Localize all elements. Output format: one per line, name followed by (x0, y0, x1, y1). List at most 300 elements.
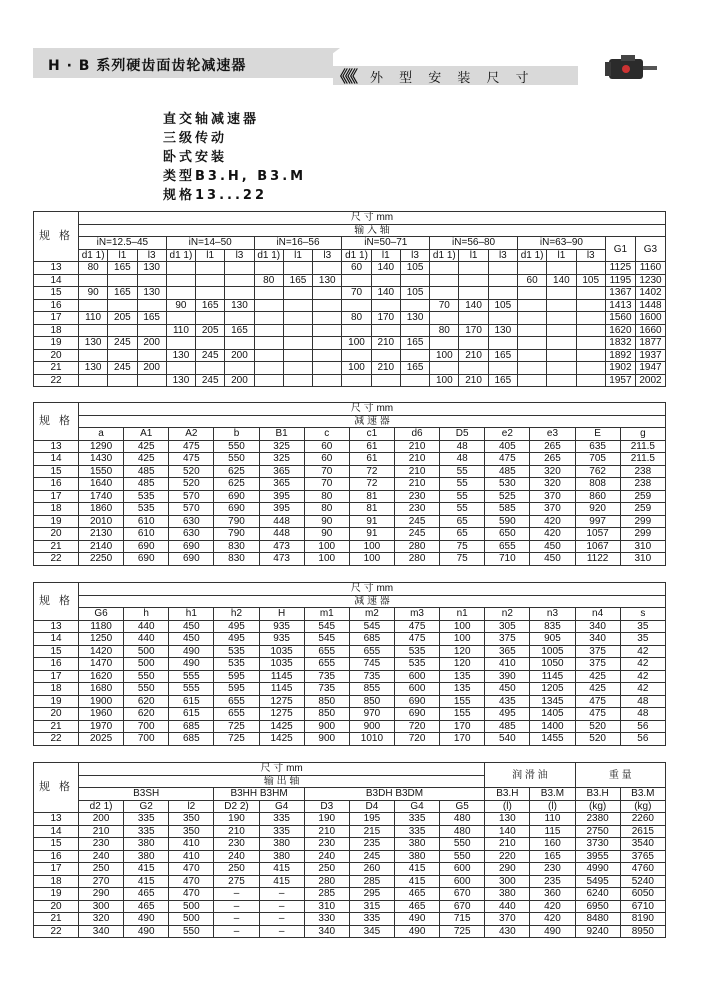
table-cell: 238 (620, 465, 665, 478)
table-cell: 130 (400, 312, 429, 325)
table-cell (225, 362, 254, 375)
table-cell: 305 (485, 620, 530, 633)
table-cell: 299 (620, 528, 665, 541)
table-row (34, 287, 666, 300)
table-cell: 130 (79, 337, 108, 350)
column-header: s (620, 608, 665, 621)
table-cell (283, 312, 312, 325)
table-cell: 440 (124, 633, 169, 646)
table-cell: 195 (349, 813, 394, 826)
table-cell: 238 (620, 478, 665, 491)
table-cell: 135 (440, 683, 485, 696)
table-cell: 48 (620, 695, 665, 708)
table-cell: 8480 (575, 913, 620, 926)
table-cell (254, 262, 283, 275)
table-cell: 470 (169, 875, 214, 888)
table-cell (137, 324, 166, 337)
size-cell: 19 (34, 515, 79, 528)
column-header: G6 (79, 608, 124, 621)
table-cell: 610 (124, 528, 169, 541)
table-cell (79, 299, 108, 312)
table-cell: 555 (169, 670, 214, 683)
size-cell: 16 (34, 850, 79, 863)
table-cell: 210 (371, 362, 400, 375)
table-cell: 1050 (530, 658, 575, 671)
table-cell: 655 (214, 695, 259, 708)
table-row (34, 838, 666, 851)
table-cell: 61 (349, 453, 394, 466)
table-cell (254, 299, 283, 312)
table-cell: 299 (620, 515, 665, 528)
column-header: m1 (304, 608, 349, 621)
table-cell: 790 (214, 515, 259, 528)
table-cell: 285 (349, 875, 394, 888)
size-cell: 13 (34, 620, 79, 633)
table-cell: 735 (349, 670, 394, 683)
table-cell: 1600 (635, 312, 665, 325)
table-cell (137, 274, 166, 287)
size-cell: 20 (34, 900, 79, 913)
table-cell: 210 (394, 453, 439, 466)
table-cell: 61 (349, 440, 394, 453)
table-cell: 1405 (530, 708, 575, 721)
table-cell: 2010 (79, 515, 124, 528)
table-cell (166, 274, 195, 287)
table-cell: 610 (124, 515, 169, 528)
table-cell: 155 (440, 695, 485, 708)
table-cell: 1230 (635, 274, 665, 287)
table-cell (576, 262, 605, 275)
table-row (34, 515, 666, 528)
table-cell: 135 (440, 670, 485, 683)
table-cell: 655 (485, 540, 530, 553)
size-cell: 15 (34, 645, 79, 658)
table-cell: 90 (166, 299, 195, 312)
size-cell: 16 (34, 478, 79, 491)
table-cell: 70 (430, 299, 459, 312)
table-cell: 830 (214, 540, 259, 553)
output-shaft-table (33, 762, 666, 938)
table-cell: 42 (620, 683, 665, 696)
size-cell: 13 (34, 813, 79, 826)
table-cell: 130 (313, 274, 342, 287)
table-cell: 100 (342, 362, 371, 375)
table-cell: 350 (169, 813, 214, 826)
table-cell: 1960 (79, 708, 124, 721)
table-cell (371, 324, 400, 337)
table-cell (371, 299, 400, 312)
table-cell: 1413 (605, 299, 635, 312)
table-cell: 42 (620, 658, 665, 671)
table-row (34, 645, 666, 658)
dimension-header: 尺 寸 mm (79, 403, 666, 416)
table-cell: 265 (530, 440, 575, 453)
column-header: m2 (349, 608, 394, 621)
output-shaft-header: 输 出 轴 (79, 775, 485, 788)
table-cell: 1620 (605, 324, 635, 337)
table-cell: 1660 (635, 324, 665, 337)
table-cell: 340 (575, 633, 620, 646)
size-header: 规 格 (34, 212, 79, 262)
size-cell: 13 (34, 440, 79, 453)
table-cell (225, 274, 254, 287)
lube-type-header: B3.H (485, 788, 530, 801)
table-cell: 1057 (575, 528, 620, 541)
table-cell: 340 (304, 925, 349, 938)
table-cell (225, 287, 254, 300)
column-header: l3 (488, 249, 517, 262)
table-cell: 100 (349, 553, 394, 566)
table-cell: 210 (459, 374, 488, 387)
table-cell: 520 (169, 478, 214, 491)
table-row (34, 875, 666, 888)
table-cell: 1420 (79, 645, 124, 658)
table-cell: 5240 (620, 875, 665, 888)
table-cell (313, 312, 342, 325)
table-cell: 1275 (259, 695, 304, 708)
table-cell: 1400 (530, 720, 575, 733)
table-cell (459, 337, 488, 350)
table-cell: 210 (485, 838, 530, 851)
table-cell: 270 (79, 875, 124, 888)
table-cell: 285 (304, 888, 349, 901)
table-cell: 1125 (605, 262, 635, 275)
table-cell: 900 (304, 720, 349, 733)
housing-dimensions-table-1 (33, 402, 666, 566)
column-header: d1 1) (430, 249, 459, 262)
table-cell: 2615 (620, 825, 665, 838)
table-cell: 35 (620, 620, 665, 633)
g1-header: G1 (605, 237, 635, 262)
column-header: l3 (576, 249, 605, 262)
size-cell: 18 (34, 503, 79, 516)
table-cell: 375 (575, 645, 620, 658)
table-cell: 425 (124, 440, 169, 453)
spec-size-line: 规格13...22 (163, 188, 267, 203)
column-header: g (620, 428, 665, 441)
table-cell: 240 (214, 850, 259, 863)
size-cell: 20 (34, 708, 79, 721)
table-cell: 375 (485, 633, 530, 646)
spec-model-line: 类型B3.H, B3.M (163, 169, 307, 184)
table-cell: 72 (349, 465, 394, 478)
table-cell (283, 324, 312, 337)
table-cell: 290 (79, 888, 124, 901)
table-cell (547, 324, 576, 337)
table-cell: 70 (342, 287, 371, 300)
table-cell: 655 (304, 645, 349, 658)
table-cell: 425 (575, 683, 620, 696)
table-cell: 6710 (620, 900, 665, 913)
table-cell: 90 (304, 528, 349, 541)
table-cell: 190 (214, 813, 259, 826)
ratio-group-header: iN=12.5–45 (79, 237, 167, 250)
table-cell: 210 (214, 825, 259, 838)
table-cell: 91 (349, 528, 394, 541)
table-cell (430, 274, 459, 287)
table-cell: 380 (485, 888, 530, 901)
reducer-header: 减 速 器 (79, 415, 666, 428)
column-header: d1 1) (254, 249, 283, 262)
table-row (34, 850, 666, 863)
table-row (34, 374, 666, 387)
table-cell: 540 (485, 733, 530, 746)
table-cell (400, 349, 429, 362)
table-cell: 997 (575, 515, 620, 528)
table-cell: 165 (196, 299, 225, 312)
table-cell: 165 (108, 287, 137, 300)
size-cell: 22 (34, 925, 79, 938)
table-cell: 650 (485, 528, 530, 541)
column-header: B1 (259, 428, 304, 441)
table-cell: 315 (349, 900, 394, 913)
column-header: h (124, 608, 169, 621)
table-cell (137, 349, 166, 362)
table-cell: 375 (575, 658, 620, 671)
column-header: D3 (304, 800, 349, 813)
table-cell: – (259, 913, 304, 926)
table-cell: 4760 (620, 863, 665, 876)
table-cell: 280 (394, 540, 439, 553)
table-row (34, 349, 666, 362)
table-cell: 56 (620, 733, 665, 746)
table-cell: 475 (575, 695, 620, 708)
table-cell: 550 (124, 683, 169, 696)
table-cell: 75 (440, 540, 485, 553)
table-cell (430, 287, 459, 300)
table-cell: 110 (530, 813, 575, 826)
table-cell: 690 (169, 540, 214, 553)
table-cell: 1035 (259, 658, 304, 671)
table-cell (400, 274, 429, 287)
table-cell: 555 (169, 683, 214, 696)
table-cell: – (259, 925, 304, 938)
table-cell: 420 (530, 515, 575, 528)
table-cell: 200 (225, 374, 254, 387)
table-cell: 520 (169, 465, 214, 478)
size-cell: 18 (34, 324, 79, 337)
table-cell: 210 (79, 825, 124, 838)
size-cell: 17 (34, 490, 79, 503)
table-cell: 165 (488, 349, 517, 362)
table-cell (108, 349, 137, 362)
table-cell: 235 (349, 838, 394, 851)
table-cell: 710 (485, 553, 530, 566)
table-row (34, 453, 666, 466)
table-cell: 140 (485, 825, 530, 838)
table-cell: 735 (304, 670, 349, 683)
table-cell (576, 312, 605, 325)
ratio-group-header: iN=16–56 (254, 237, 342, 250)
table-cell: 335 (394, 825, 439, 838)
table-cell (342, 374, 371, 387)
table-row (34, 490, 666, 503)
column-header: l1 (283, 249, 312, 262)
table-cell: 920 (575, 503, 620, 516)
table-cell: 935 (259, 620, 304, 633)
table-cell: 380 (394, 850, 439, 863)
table-cell: 275 (214, 875, 259, 888)
table-cell: 485 (124, 465, 169, 478)
table-cell: 1455 (530, 733, 575, 746)
table-cell: 485 (485, 720, 530, 733)
table-cell: 535 (124, 490, 169, 503)
table-cell: 330 (304, 913, 349, 926)
table-cell: 100 (440, 620, 485, 633)
table-cell: 1860 (79, 503, 124, 516)
table-cell: 335 (259, 825, 304, 838)
table-cell: – (214, 925, 259, 938)
table-cell: 700 (124, 733, 169, 746)
table-cell: 140 (547, 274, 576, 287)
table-cell: 245 (108, 362, 137, 375)
table-cell: 1947 (635, 362, 665, 375)
table-cell (430, 262, 459, 275)
table-cell: 448 (259, 528, 304, 541)
table-cell: 855 (349, 683, 394, 696)
column-header: G5 (440, 800, 485, 813)
table-cell: 55 (440, 503, 485, 516)
table-cell: 448 (259, 515, 304, 528)
table-cell: 280 (394, 553, 439, 566)
table-cell: 1367 (605, 287, 635, 300)
table-cell: 440 (485, 900, 530, 913)
table-cell: 165 (283, 274, 312, 287)
size-cell: 17 (34, 670, 79, 683)
column-header: l3 (137, 249, 166, 262)
table-cell (400, 299, 429, 312)
table-cell: 165 (108, 262, 137, 275)
column-header: (kg) (575, 800, 620, 813)
table-row (34, 503, 666, 516)
column-header: n3 (530, 608, 575, 621)
column-header: (l) (530, 800, 575, 813)
table-row (34, 478, 666, 491)
table-cell: 490 (169, 658, 214, 671)
table-cell: 120 (440, 645, 485, 658)
table-row (34, 825, 666, 838)
table-cell: 935 (259, 633, 304, 646)
column-header: l1 (547, 249, 576, 262)
table-cell (430, 337, 459, 350)
table-cell: 685 (349, 633, 394, 646)
table-cell: 259 (620, 503, 665, 516)
table-cell: 465 (124, 900, 169, 913)
table-cell (576, 337, 605, 350)
size-cell: 18 (34, 683, 79, 696)
table-cell: 100 (440, 633, 485, 646)
table-cell: 80 (79, 262, 108, 275)
table-cell: 55 (440, 465, 485, 478)
table-cell: 450 (169, 633, 214, 646)
table-cell: 475 (485, 453, 530, 466)
table-cell: 1560 (605, 312, 635, 325)
table-cell: 320 (79, 913, 124, 926)
size-cell: 21 (34, 540, 79, 553)
weight-header: 重 量 (575, 763, 665, 788)
table-cell (254, 324, 283, 337)
table-cell: 410 (169, 850, 214, 863)
column-header: c (304, 428, 349, 441)
table-cell: 435 (485, 695, 530, 708)
column-header: n4 (575, 608, 620, 621)
table-cell: 250 (79, 863, 124, 876)
table-cell: 1067 (575, 540, 620, 553)
table-cell: 850 (304, 695, 349, 708)
column-header: E (575, 428, 620, 441)
table-cell: 250 (214, 863, 259, 876)
table-cell (547, 299, 576, 312)
size-cell: 13 (34, 262, 79, 275)
weight-type-header: B3.M (620, 788, 665, 801)
table-cell: 140 (371, 262, 400, 275)
table-row (34, 733, 666, 746)
table-cell (166, 362, 195, 375)
table-row (34, 813, 666, 826)
table-cell: 550 (440, 850, 485, 863)
table-cell: – (214, 888, 259, 901)
table-cell: 90 (79, 287, 108, 300)
table-cell (576, 374, 605, 387)
table-cell: 80 (254, 274, 283, 287)
table-cell (283, 349, 312, 362)
table-cell (108, 374, 137, 387)
table-cell: 1160 (635, 262, 665, 275)
table-cell (254, 337, 283, 350)
table-cell: 190 (304, 813, 349, 826)
table-cell: 230 (304, 838, 349, 851)
table-cell: 655 (349, 645, 394, 658)
table-cell: 495 (485, 708, 530, 721)
input-shaft-header: 输 入 轴 (79, 224, 666, 237)
table-cell: 1902 (605, 362, 635, 375)
ratio-group-header: iN=63–90 (517, 237, 605, 250)
column-header: n1 (440, 608, 485, 621)
table-cell: 290 (485, 863, 530, 876)
column-header: e2 (485, 428, 530, 441)
column-header: l3 (225, 249, 254, 262)
table-cell: 2380 (575, 813, 620, 826)
table-cell: 170 (459, 324, 488, 337)
table-cell (400, 374, 429, 387)
table-cell: 1970 (79, 720, 124, 733)
table-cell: 410 (169, 838, 214, 851)
table-cell: 440 (124, 620, 169, 633)
table-cell (313, 337, 342, 350)
table-cell: 395 (259, 503, 304, 516)
size-cell: 21 (34, 720, 79, 733)
size-cell: 14 (34, 825, 79, 838)
table-cell: 490 (124, 925, 169, 938)
weight-type-header: B3.H (575, 788, 620, 801)
table-cell: 2002 (635, 374, 665, 387)
table-cell: 685 (169, 720, 214, 733)
table-cell: 390 (485, 670, 530, 683)
table-cell: 70 (304, 465, 349, 478)
table-cell: 1402 (635, 287, 665, 300)
table-cell: 1900 (79, 695, 124, 708)
column-header: b (214, 428, 259, 441)
table-row (34, 324, 666, 337)
size-cell: 16 (34, 658, 79, 671)
table-cell: 200 (137, 337, 166, 350)
table-cell: 165 (530, 850, 575, 863)
table-cell: 535 (394, 645, 439, 658)
table-cell: 230 (530, 863, 575, 876)
table-cell: 630 (169, 515, 214, 528)
table-cell: 1345 (530, 695, 575, 708)
table-cell: 1195 (605, 274, 635, 287)
